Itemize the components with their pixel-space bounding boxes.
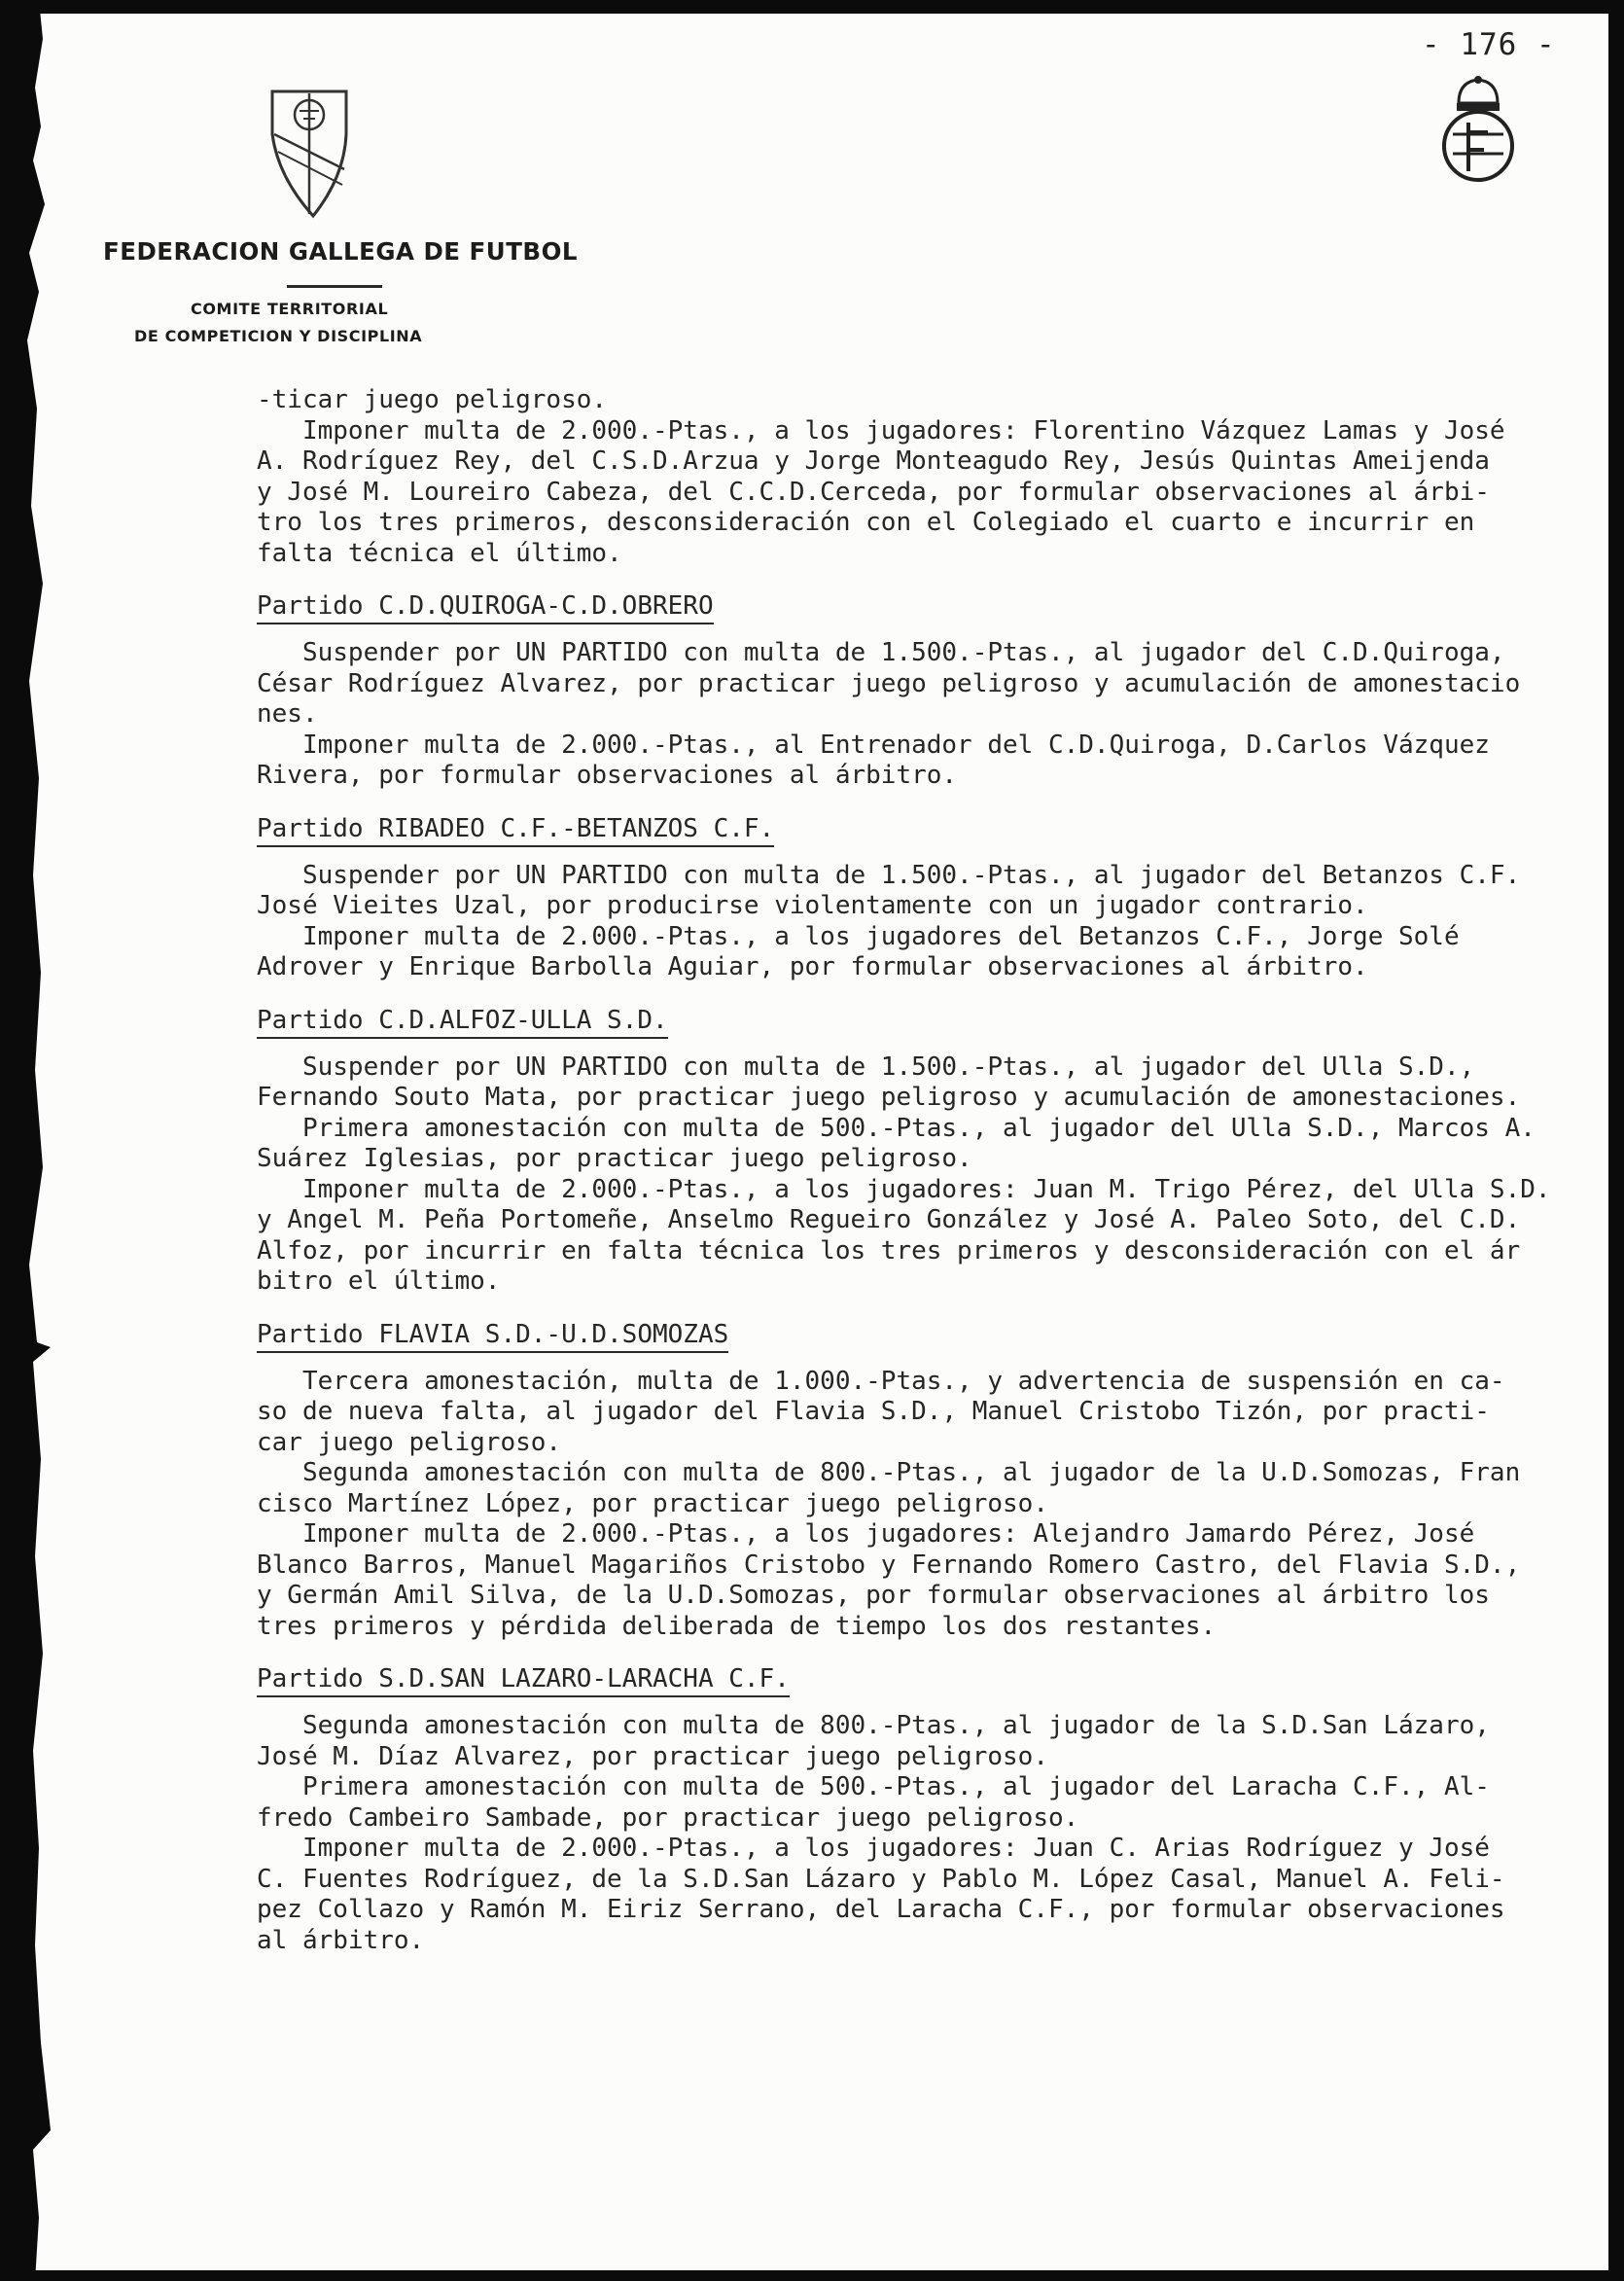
text-line: José M. Díaz Alvarez, por practicar juego peligroso.	[257, 1741, 1048, 1771]
text-line: Fernando Souto Mata, por practicar juego peligroso y acumulación de amonestaciones.	[257, 1083, 1521, 1112]
document-body	[257, 385, 1612, 1960]
text-line: cisco Martínez López, por practicar juego peligroso.	[257, 1488, 1048, 1518]
match-section	[257, 1301, 1612, 1643]
text-line: Segunda amonestación con multa de 800.-Ptas., al jugador de la S.D.San Lázaro,	[257, 1711, 1490, 1740]
text-line: y José M. Loureiro Cabeza, del C.C.D.Cerceda, por formular observaciones al árbi-	[257, 477, 1490, 507]
text-line: Imponer multa de 2.000.-Ptas., a los jugadores: Florentino Vázquez Lamas y José	[257, 415, 1505, 446]
text-line: Segunda amonestación con multa de 800.-Ptas., al jugador de la U.D.Somozas, Fran	[257, 1458, 1521, 1487]
committee-line-2: DE COMPETICION Y DISCIPLINA	[134, 327, 423, 345]
text-line: A. Rodríguez Rey, del C.S.D.Arzua y Jorge Monteagudo Rey, Jesús Quintas Ameijenda	[257, 446, 1490, 476]
match-section	[257, 573, 1612, 792]
match-section	[257, 1646, 1612, 1956]
text-line: Suspender por UN PARTIDO con multa de 1.500.-Ptas., al jugador del C.D.Quiroga,	[257, 638, 1505, 667]
text-line: Imponer multa de 2.000.-Ptas., a los jugadores del Betanzos C.F., Jorge Solé	[257, 921, 1460, 951]
text-line: falta técnica el último.	[257, 538, 622, 568]
crowned-fef-emblem	[1439, 74, 1517, 187]
text-line: Suárez Iglesias, por practicar juego peligroso.	[257, 1144, 972, 1173]
text-line: fredo Cambeiro Sambade, por practicar juego peligroso.	[257, 1802, 1079, 1833]
text-line: Adrover y Enrique Barbolla Aguiar, por formular observaciones al árbitro.	[257, 952, 1368, 981]
header-divider	[287, 285, 382, 288]
text-line: car juego peligroso.	[257, 1427, 562, 1457]
match-heading: Partido RIBADEO C.F.-BETANZOS C.F.	[257, 813, 774, 847]
text-line: Imponer multa de 2.000.-Ptas., a los jugadores: Alejandro Jamardo Pérez, José	[257, 1519, 1475, 1549]
text-line: César Rodríguez Alvarez, por practicar juego peligroso y acumulación de amonestacio	[257, 668, 1521, 698]
text-line: Imponer multa de 2.000.-Ptas., a los jugadores: Juan C. Arias Rodríguez y José	[257, 1834, 1490, 1863]
text-line: C. Fuentes Rodríguez, de la S.D.San Lázaro y Pablo M. López Casal, Manuel A. Feli-	[257, 1864, 1505, 1894]
text-line: nes.	[257, 699, 318, 729]
match-heading: Partido FLAVIA S.D.-U.D.SOMOZAS	[257, 1319, 728, 1353]
text-line: José Vieites Uzal, por producirse violentamente con un jugador contrario.	[257, 891, 1368, 920]
text-line: al árbitro.	[257, 1925, 425, 1955]
text-line: tres primeros y pérdida deliberada de tiempo los dos restantes.	[257, 1611, 1217, 1641]
text-line: Alfoz, por incurrir en falta técnica los tres primeros y desconsideración con el ár	[257, 1235, 1521, 1265]
text-line: y Germán Amil Silva, de la U.D.Somozas, por formular observaciones al árbitro los	[257, 1581, 1490, 1610]
text-line: Imponer multa de 2.000.-Ptas., a los jugadores: Juan M. Trigo Pérez, del Ulla S.D.	[257, 1174, 1551, 1204]
match-heading: Partido S.D.SAN LAZARO-LARACHA C.F.	[257, 1663, 790, 1697]
page-number: - 176 -	[1422, 27, 1556, 62]
torn-edge	[0, 0, 58, 2281]
text-line: Rivera, por formular observaciones al árbitro.	[257, 761, 958, 790]
text-line: Blanco Barros, Manuel Magariños Cristobo y Fernando Romero Castro, del Flavia S.D.,	[257, 1550, 1521, 1580]
text-line: Primera amonestación con multa de 500.-Ptas., al jugador del Ulla S.D., Marcos A.	[257, 1113, 1536, 1143]
text-line: -ticar juego peligroso.	[257, 385, 608, 414]
match-section	[257, 987, 1612, 1298]
match-heading: Partido C.D.QUIROGA-C.D.OBRERO	[257, 590, 714, 624]
match-section	[257, 796, 1612, 983]
text-line: Suspender por UN PARTIDO con multa de 1.500.-Ptas., al jugador del Betanzos C.F.	[257, 860, 1521, 890]
text-line: Imponer multa de 2.000.-Ptas., al Entrenador del C.D.Quiroga, D.Carlos Vázquez	[257, 730, 1490, 760]
text-line: bitro el último.	[257, 1266, 501, 1296]
text-line: Suspender por UN PARTIDO con multa de 1.500.-Ptas., al jugador del Ulla S.D.,	[257, 1051, 1475, 1082]
text-line: Primera amonestación con multa de 500.-Ptas., al jugador del Laracha C.F., Al-	[257, 1772, 1490, 1801]
text-line: tro los tres primeros, desconsideración con el Colegiado el cuarto e incurrir en	[257, 508, 1475, 537]
organization-name: FEDERACION GALLEGA DE FUTBOL	[103, 237, 579, 266]
text-line: y Angel M. Peña Portomeñe, Anselmo Regueiro González y José A. Paleo Soto, del C.D.	[257, 1205, 1521, 1234]
intro-paragraph	[257, 385, 1612, 569]
text-line: pez Collazo y Ramón M. Eiriz Serrano, del Laracha C.F., por formular observaciones	[257, 1895, 1505, 1924]
text-line: Tercera amonestación, multa de 1.000.-Ptas., y advertencia de suspensión en ca-	[257, 1366, 1505, 1396]
committee-line-1: COMITE TERRITORIAL	[191, 300, 389, 318]
fgf-shield-emblem	[268, 84, 350, 220]
match-heading: Partido C.D.ALFOZ-ULLA S.D.	[257, 1005, 668, 1039]
text-line: so de nueva falta, al jugador del Flavia S.D., Manuel Cristobo Tizón, por practi-	[257, 1397, 1490, 1426]
